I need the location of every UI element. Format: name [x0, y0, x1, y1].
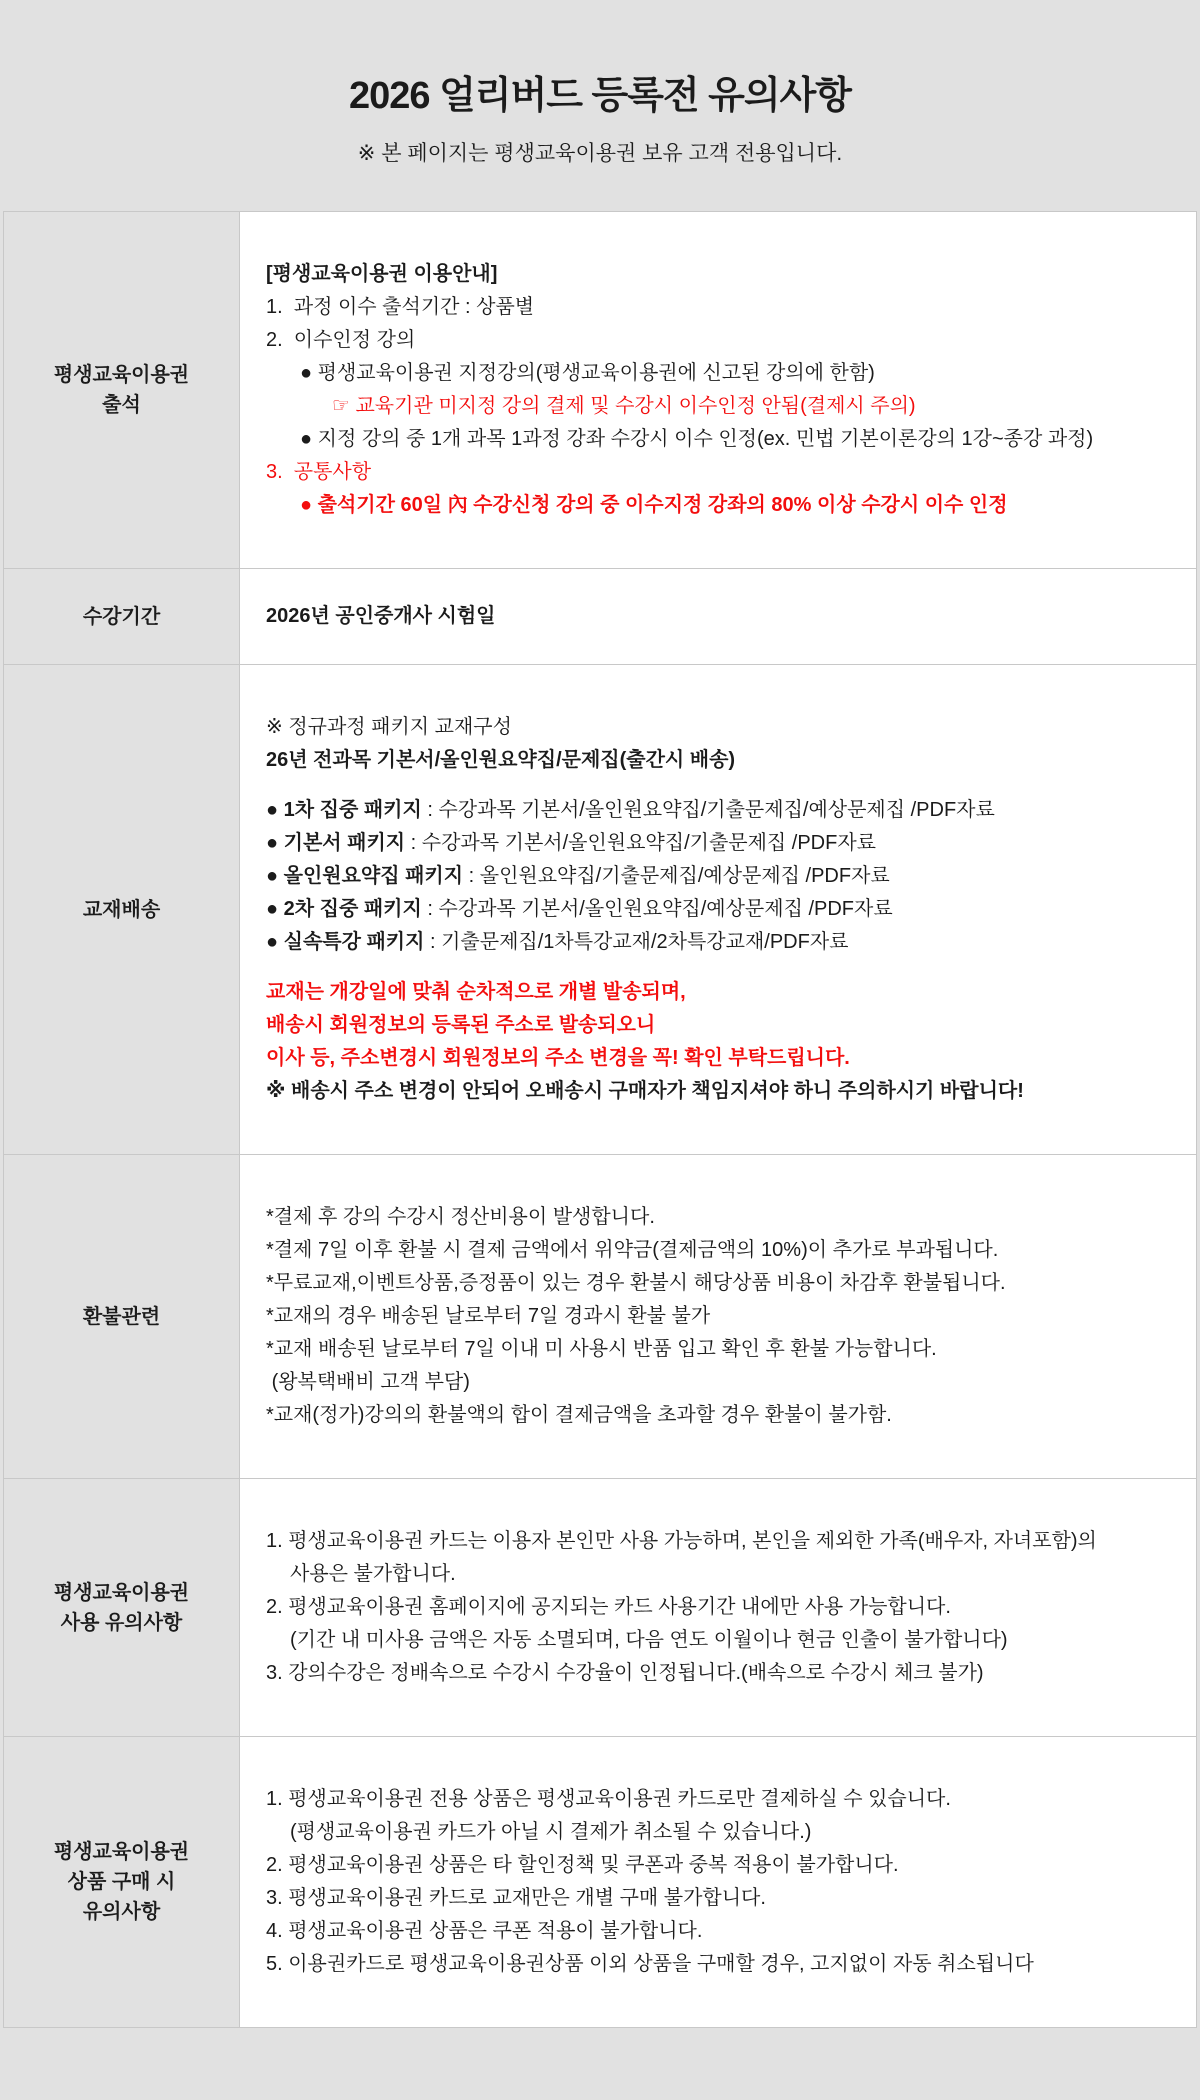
table-row-attendance [4, 212, 1196, 568]
content-line [266, 1849, 1168, 1882]
text-segment: ※ 정규과정 패키지 교재구성 [266, 716, 512, 738]
text-segment: 사용은 불가합니다. [290, 1563, 456, 1585]
text-segment: *교재의 경우 배송된 날로부터 7일 경과시 환불 불가 [266, 1305, 711, 1327]
content-line [266, 976, 1168, 1009]
row-label-refund [4, 1155, 240, 1478]
row-content-refund [240, 1155, 1196, 1478]
content-line [266, 1783, 1168, 1816]
content-line [266, 926, 1168, 959]
table-row-usage-notes [4, 1478, 1196, 1736]
text-segment: 2. 평생교육이용권 상품은 타 할인정책 및 쿠폰과 중복 적용이 불가합니다. [266, 1854, 899, 1876]
content-line [266, 1657, 1168, 1690]
highlight-text: 3. 공통사항 [266, 461, 372, 483]
text-segment: *교재 배송된 날로부터 7일 이내 미 사용시 반품 입고 확인 후 환불 가능합니다. [266, 1338, 937, 1360]
text-segment: 2. 평생교육이용권 홈페이지에 공지되는 카드 사용기간 내에만 사용 가능합니다. [266, 1596, 951, 1618]
table-row-course-period [4, 568, 1196, 664]
content-line [266, 357, 1168, 390]
content-line [266, 390, 1168, 423]
text-segment: 4. 평생교육이용권 상품은 쿠폰 적용이 불가합니다. [266, 1920, 703, 1942]
notice-table [3, 211, 1197, 2028]
content-line [266, 893, 1168, 926]
text-segment: 3. 강의수강은 정배속으로 수강시 수강율이 인정됩니다.(배속으로 수강시 체크 불가) [266, 1662, 984, 1684]
content-line [266, 1201, 1168, 1234]
highlight-text: 교재는 개강일에 맞춰 순차적으로 개별 발송되며, [266, 981, 686, 1003]
content-line [266, 1624, 1168, 1657]
content-line [266, 1267, 1168, 1300]
row-content-purchase-notes [240, 1737, 1196, 2027]
text-segment: *무료교재,이벤트상품,증정품이 있는 경우 환불시 해당상품 비용이 차감후 환불됩니다. [266, 1272, 1006, 1294]
row-label-line: 유의사항 [82, 1901, 161, 1923]
content-line [266, 1075, 1168, 1108]
row-label-attendance [4, 212, 240, 568]
content-line [266, 1234, 1168, 1267]
table-row-refund [4, 1154, 1196, 1478]
table-row-textbook-delivery [4, 664, 1196, 1154]
row-label-course-period [4, 569, 240, 664]
table-row-purchase-notes [4, 1736, 1196, 2027]
text-segment: (기간 내 미사용 금액은 자동 소멸되며, 다음 연도 이월이나 현금 인출이 불가합니다) [290, 1629, 1008, 1651]
text-segment: ● 올인원요약집 패키지 [266, 865, 464, 887]
content-line [266, 1042, 1168, 1075]
text-segment: ● 평생교육이용권 지정강의(평생교육이용권에 신고된 강의에 한함) [300, 362, 875, 384]
text-segment: ● 1차 집중 패키지 [266, 799, 422, 821]
content-line [266, 600, 1168, 633]
text-segment: [평생교육이용권 이용안내] [266, 263, 498, 285]
text-segment: 5. 이용권카드로 평생교육이용권상품 이외 상품을 구매할 경우, 고지없이 자동 취소됩니다 [266, 1953, 1034, 1975]
content-line [266, 1300, 1168, 1333]
text-segment: : 수강과목 기본서/올인원요약집/예상문제집 /PDF자료 [421, 898, 893, 920]
text-segment: *교재(정가)강의의 환불액의 합이 결제금액을 초과할 경우 환불이 불가함. [266, 1404, 892, 1426]
content-line [266, 711, 1168, 744]
text-segment: ● 실속특강 패키지 [266, 931, 425, 953]
content-line [266, 1816, 1168, 1849]
text-segment: : 기출문제집/1차특강교재/2차특강교재/PDF자료 [424, 931, 849, 953]
text-segment: : 올인원요약집/기출문제집/예상문제집 /PDF자료 [463, 865, 890, 887]
content-line [266, 291, 1168, 324]
row-label-line: 평생교육이용권 [53, 1841, 190, 1863]
content-line [266, 423, 1168, 456]
content-line [266, 1525, 1168, 1558]
content-line [266, 794, 1168, 827]
text-segment: 1. 평생교육이용권 카드는 이용자 본인만 사용 가능하며, 본인을 제외한 가족(배우자, 자녀포함)의 [266, 1530, 1097, 1552]
content-line [266, 1591, 1168, 1624]
content-line [266, 1558, 1168, 1591]
row-label-line: 교재배송 [82, 898, 161, 921]
page-header [0, 0, 1200, 167]
text-segment: (왕복택배비 고객 부담) [266, 1371, 470, 1393]
page-title: 2026 얼리버드 등록전 유의사항 [349, 75, 851, 117]
content-line [266, 324, 1168, 357]
content-line [266, 1333, 1168, 1366]
text-segment: ※ 배송시 주소 변경이 안되어 오배송시 구매자가 책임지셔야 하니 주의하시기 바랍니다! [266, 1080, 1024, 1102]
highlight-text: ● 출석기간 60일 內 수강신청 강의 중 이수지정 강좌의 80% 이상 수강시 이수 인정 [300, 494, 1008, 516]
content-line [266, 1399, 1168, 1432]
text-segment: : 수강과목 기본서/올인원요약집/기출문제집/예상문제집 /PDF자료 [421, 799, 995, 821]
text-segment: ● 2차 집중 패키지 [266, 898, 422, 920]
row-label-line: 환불관련 [82, 1305, 161, 1328]
page-subtitle: ※ 본 페이지는 평생교육이용권 보유 고객 전용입니다. [357, 142, 843, 165]
text-segment: 2026년 공인중개사 시험일 [266, 605, 496, 627]
row-label-line: 상품 구매 시 [67, 1871, 176, 1893]
highlight-text: ☞ 교육기관 미지정 강의 결제 및 수강시 이수인정 안됨(결제시 주의) [332, 395, 916, 417]
text-segment: 1. 평생교육이용권 전용 상품은 평생교육이용권 카드로만 결제하실 수 있습니다. [266, 1788, 951, 1810]
text-segment: *결제 7일 이후 환불 시 결제 금액에서 위약금(결제금액의 10%)이 추가로 부과됩니다. [266, 1239, 999, 1261]
content-line [266, 1366, 1168, 1399]
row-label-purchase-notes [4, 1737, 240, 2027]
text-segment: 3. 평생교육이용권 카드로 교재만은 개별 구매 불가합니다. [266, 1887, 766, 1909]
text-segment: 26년 전과목 기본서/올인원요약집/문제집(출간시 배송) [266, 749, 736, 771]
row-content-course-period [240, 569, 1196, 664]
row-content-usage-notes [240, 1479, 1196, 1736]
content-line [266, 1948, 1168, 1981]
row-label-textbook-delivery [4, 665, 240, 1154]
text-segment: ● 기본서 패키지 [266, 832, 406, 854]
text-segment: (평생교육이용권 카드가 아닐 시 결제가 취소될 수 있습니다.) [290, 1821, 812, 1843]
content-line [266, 827, 1168, 860]
content-line [266, 1915, 1168, 1948]
row-content-textbook-delivery [240, 665, 1196, 1154]
text-segment: *결제 후 강의 수강시 정산비용이 발생합니다. [266, 1206, 655, 1228]
row-label-line: 사용 유의사항 [60, 1611, 183, 1634]
content-line [266, 456, 1168, 489]
row-label-line: 평생교육이용권 [53, 364, 190, 386]
text-segment: ● 지정 강의 중 1개 과목 1과정 강좌 수강시 이수 인정(ex. 민법 기본이론강의 1강~종강 과정) [300, 428, 1094, 450]
highlight-text: 이사 등, 주소변경시 회원정보의 주소 변경을 꼭! 확인 부탁드립니다. [266, 1047, 850, 1069]
content-line [266, 860, 1168, 893]
row-label-usage-notes [4, 1479, 240, 1736]
highlight-text: 배송시 회원정보의 등록된 주소로 발송되오니 [266, 1014, 656, 1036]
content-line [266, 1882, 1168, 1915]
content-line [266, 1009, 1168, 1042]
content-line [266, 258, 1168, 291]
row-label-line: 수강기간 [82, 605, 161, 628]
row-label-line: 평생교육이용권 [53, 1581, 190, 1604]
content-line [266, 744, 1168, 777]
text-segment: 2. 이수인정 강의 [266, 329, 416, 351]
text-segment: 1. 과정 이수 출석기간 : 상품별 [266, 296, 535, 318]
content-line [266, 489, 1168, 522]
text-segment: : 수강과목 기본서/올인원요약집/기출문제집 /PDF자료 [405, 832, 876, 854]
row-content-attendance [240, 212, 1196, 568]
row-label-line: 출석 [102, 394, 141, 416]
